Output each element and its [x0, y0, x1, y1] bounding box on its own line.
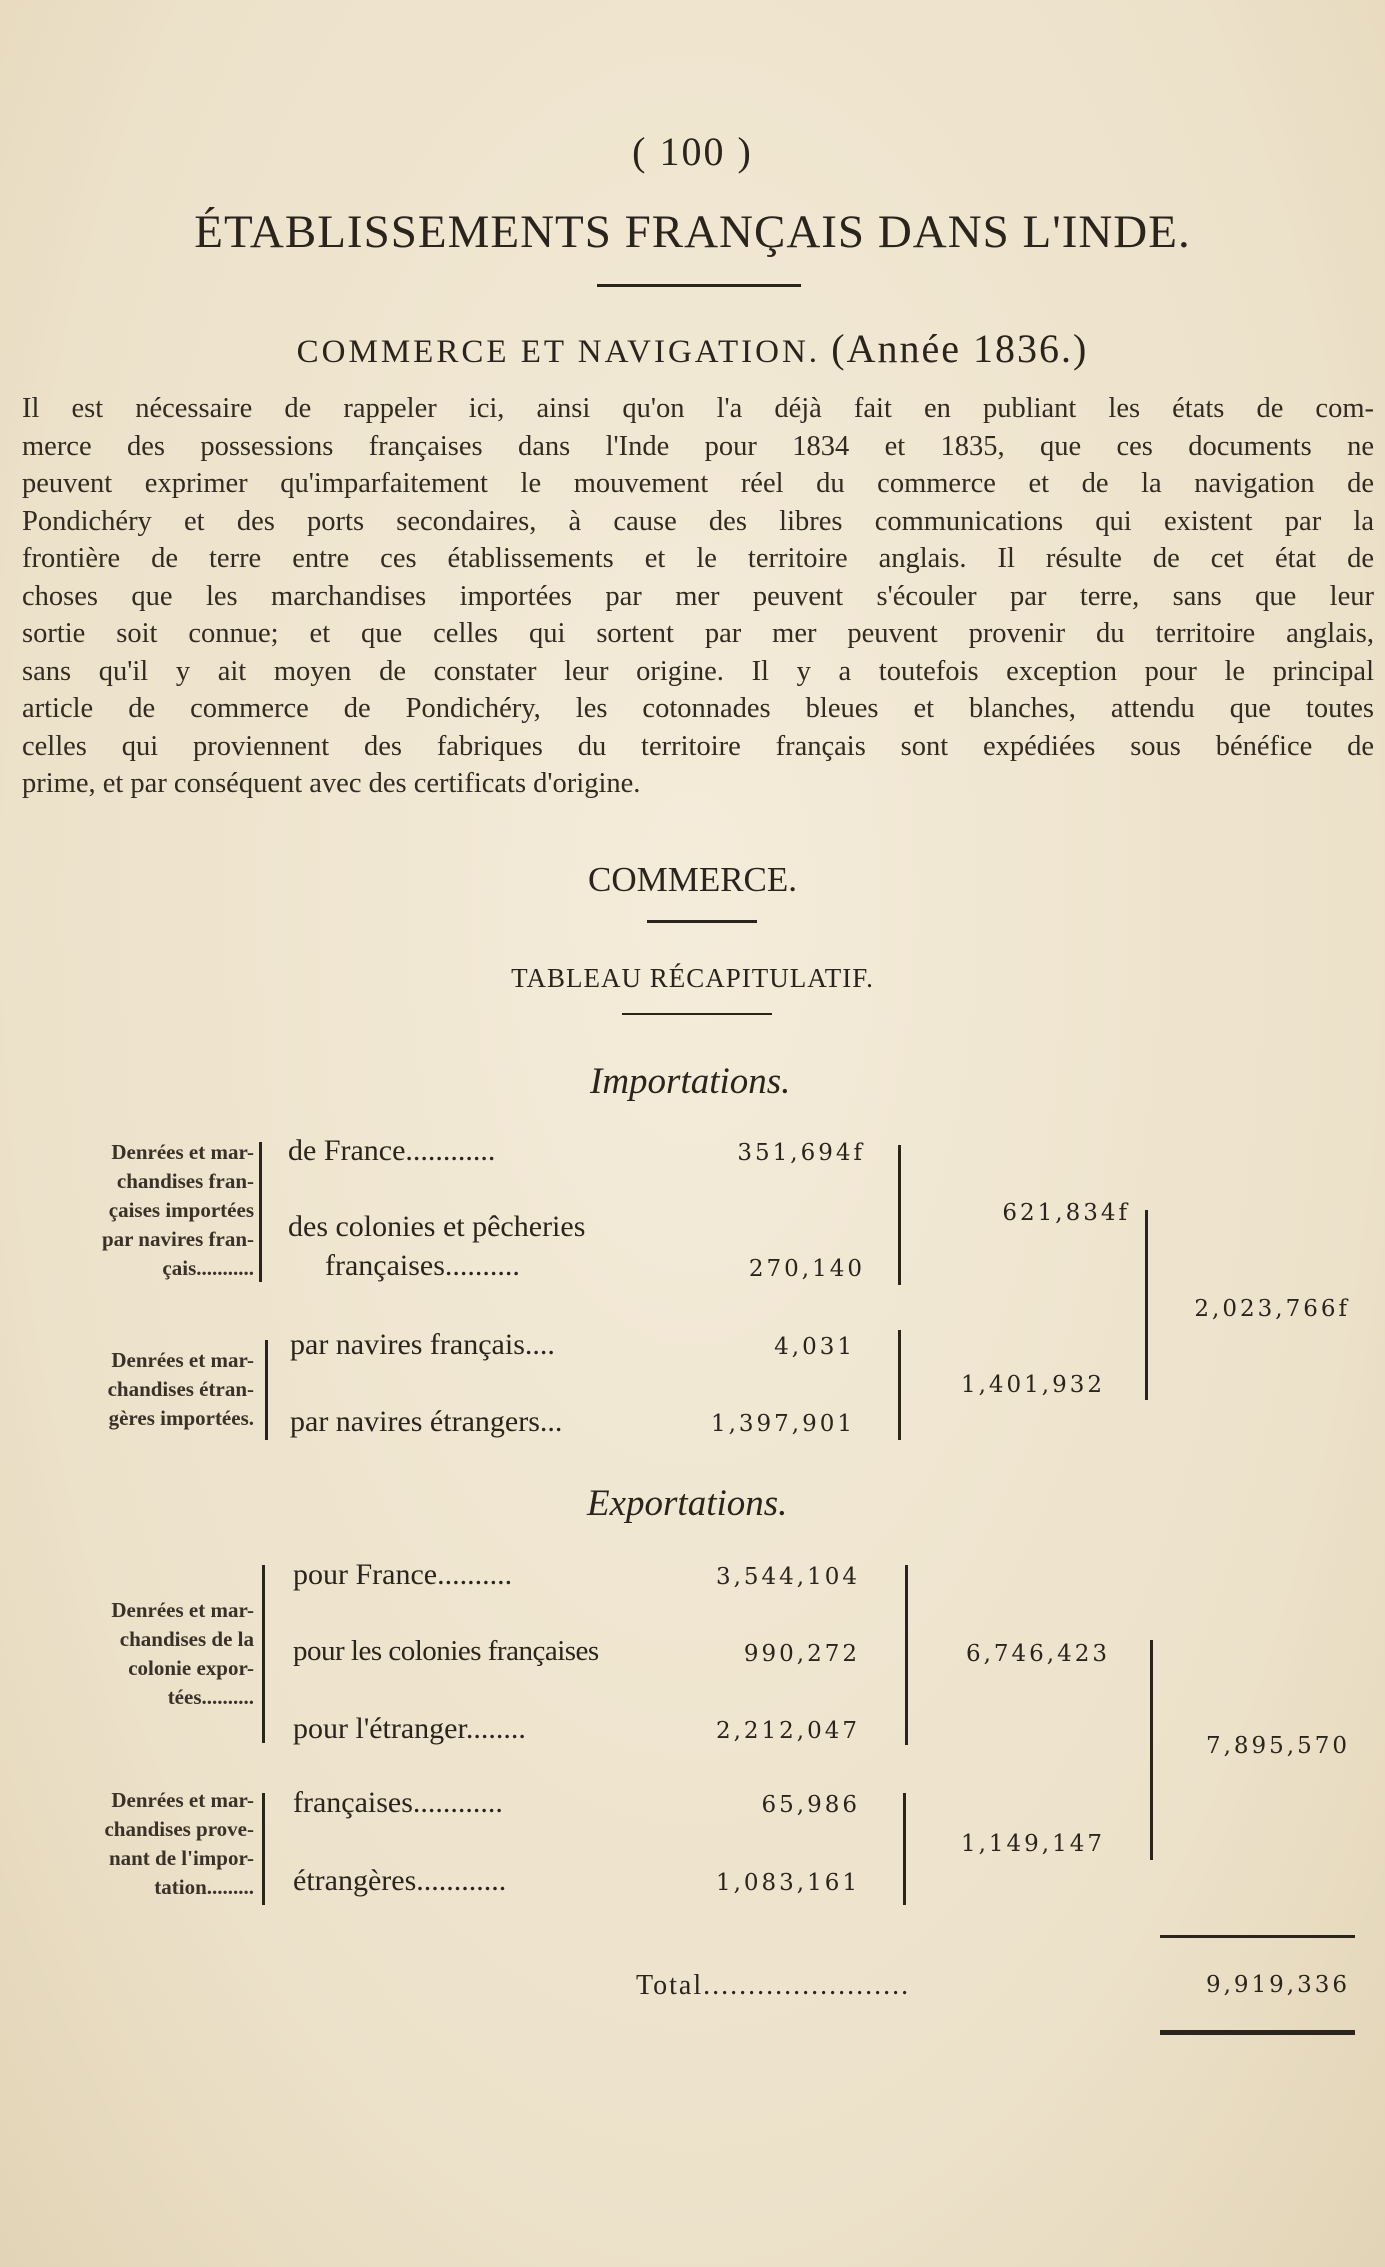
export-total-brace [1150, 1640, 1153, 1860]
intro-line-text: frontière de terre entre ces établissements et le territoire anglais. Il résulte de cet état de [22, 543, 1374, 574]
import-group-french-label [14, 1138, 254, 1283]
intro-line [22, 728, 1374, 766]
import-row-de-france: de France............ [288, 1134, 496, 1167]
import-value-colonies: 270,140 [748, 1256, 865, 1282]
group-label-line: chandises fran- [116, 1169, 254, 1193]
intro-line-text: sortie soit connue; et que celles qui sortent par mer peuvent provenir du territoire anglais, [22, 618, 1374, 649]
export-subtotal-import: 1,149,147 [960, 1831, 1105, 1857]
import-row-colonies-cont: françaises.......... [325, 1249, 520, 1282]
export-group-import-brace [262, 1793, 265, 1905]
import-group-french-brace [259, 1142, 262, 1282]
import-value-navires-francais: 4,031 [774, 1334, 855, 1360]
grand-total-value: 9,919,336 [1205, 1972, 1350, 1998]
intro-line [22, 540, 1374, 578]
group-label-line: gères importées. [108, 1406, 254, 1430]
export-group-import-label [14, 1786, 254, 1902]
group-label-line: Denrées et mar- [111, 1348, 254, 1372]
export-value-etranger: 2,212,047 [715, 1718, 860, 1744]
total-rule-bottom [1160, 2030, 1355, 2035]
import-subtotal-foreign: 1,401,932 [960, 1372, 1105, 1398]
intro-line-text: peuvent exprimer qu'imparfaitement le mouvement réel du commerce et de la navigation de [22, 468, 1374, 499]
subtitle [0, 325, 1385, 372]
page-title: ÉTABLISSEMENTS FRANÇAIS DANS L'INDE. [194, 206, 1191, 258]
intro-line [22, 578, 1374, 616]
import-total: 2,023,766f [1194, 1296, 1350, 1322]
export-subtotal-brace-1 [905, 1565, 908, 1745]
group-label-line: nant de l'impor- [108, 1846, 254, 1870]
intro-line-text: choses que les marchandises importées par mer peuvent s'écouler par terre, sans que leur [22, 580, 1374, 612]
page-number: ( 100 ) [632, 129, 753, 174]
intro-paragraph [22, 390, 1374, 803]
export-group-colony-label [14, 1596, 254, 1712]
export-value-etrangeres: 1,083,161 [715, 1870, 860, 1896]
grand-total-label: Total....................... [636, 1970, 911, 2001]
import-subtotal-french: 621,834f [1002, 1200, 1130, 1226]
title-rule [597, 284, 801, 287]
intro-line-text: article de commerce de Pondichéry, les cotonnades bleues et blanches, attendu que toutes [22, 693, 1374, 724]
subtitle-text: COMMERCE ET NAVIGATION. [296, 334, 821, 370]
export-row-francaises: françaises............ [293, 1786, 503, 1819]
group-label-line: çais........... [162, 1256, 254, 1280]
intro-line-text: merce des possessions françaises dans l'Inde pour 1834 et 1835, que ces documents ne [22, 430, 1374, 462]
section-rule [647, 920, 757, 923]
group-label-line: chandises prove- [104, 1817, 254, 1841]
import-row-colonies: des colonies et pêcheries [288, 1210, 586, 1243]
table-title-rule [622, 1013, 772, 1015]
group-label-line: Denrées et mar- [111, 1788, 254, 1812]
export-subtotal-brace-2 [903, 1793, 906, 1905]
intro-line-text: Pondichéry et des ports secondaires, à cause des libres communications qui existent par la [22, 505, 1374, 537]
total-rule-top [1160, 1935, 1355, 1938]
intro-line-text: sans qu'il y ait moyen de constater leur origine. Il y a toutefois exception pour le principal [22, 655, 1374, 687]
group-label-line: çaises importées [108, 1198, 254, 1222]
intro-line: prime, et par conséquent avec des certificats d'origine. [22, 768, 641, 799]
intro-line [22, 390, 1374, 428]
import-value-de-france: 351,694f [737, 1140, 865, 1166]
import-subtotal-brace-1 [898, 1145, 901, 1285]
export-value-colonies: 990,272 [743, 1641, 860, 1667]
import-group-foreign-brace [265, 1340, 268, 1440]
group-label-line: chandises étran- [107, 1377, 254, 1401]
group-label-line: Denrées et mar- [111, 1140, 254, 1164]
import-row-navires-francais: par navires français.... [290, 1328, 555, 1361]
intro-line-text: celles qui proviennent des fabriques du territoire français sont expédiées sous bénéfice de [22, 730, 1374, 762]
intro-line [22, 428, 1374, 466]
intro-line-text: Il est nécessaire de rappeler ici, ainsi qu'on l'a déjà fait en publiant les états de com- [22, 393, 1374, 424]
exportations-heading: Exportations. [587, 1483, 788, 1524]
intro-line [22, 503, 1374, 541]
group-label-line: Denrées et mar- [111, 1598, 254, 1622]
group-label-line: colonie expor- [128, 1656, 254, 1680]
intro-line [22, 653, 1374, 691]
importations-heading: Importations. [590, 1061, 791, 1102]
table-title: TABLEAU RÉCAPITULATIF. [511, 963, 874, 993]
group-label-line: tées.......... [167, 1685, 254, 1709]
export-row-etranger: pour l'étranger........ [293, 1712, 526, 1745]
export-row-colonies: pour les colonies françaises [293, 1635, 599, 1667]
import-value-navires-etrangers: 1,397,901 [710, 1411, 855, 1437]
export-row-pour-france: pour France.......... [293, 1558, 513, 1591]
group-label-line: tation......... [154, 1875, 254, 1899]
import-subtotal-brace-2 [898, 1330, 901, 1440]
group-label-line: chandises de la [119, 1627, 254, 1651]
export-row-etrangeres: étrangères............ [293, 1864, 507, 1897]
export-value-francaises: 65,986 [761, 1792, 860, 1818]
export-value-pour-france: 3,544,104 [715, 1564, 860, 1590]
import-group-foreign-label [14, 1346, 254, 1433]
import-row-navires-etrangers: par navires étrangers... [290, 1405, 563, 1438]
export-group-colony-brace [262, 1565, 265, 1743]
intro-line [22, 690, 1374, 728]
intro-line [22, 465, 1374, 503]
subtitle-year: (Année 1836.) [831, 326, 1089, 371]
export-total: 7,895,570 [1205, 1733, 1350, 1759]
section-title: COMMERCE. [587, 860, 798, 899]
intro-line [22, 615, 1374, 653]
import-total-brace [1145, 1210, 1148, 1400]
group-label-line: par navires fran- [101, 1227, 254, 1251]
export-subtotal-colony: 6,746,423 [965, 1641, 1110, 1667]
